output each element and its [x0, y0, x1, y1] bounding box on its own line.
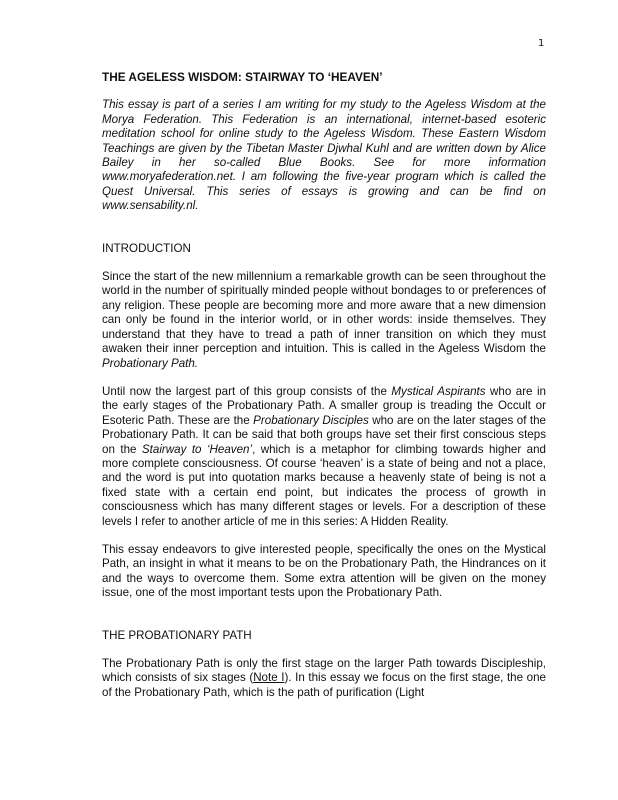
emphasis-text: Mystical Aspirants: [391, 384, 486, 398]
paragraph-probationary: [102, 657, 546, 700]
paragraph-text: Since the start of the new millennium a remarkable growth can be seen throughout the world in the number of spiritually minded people without bondages to or preferences of any religion. These people are becoming more and more aware that a new dimension can only be found in the interior world, or in other words: inside themselves. They understand that they have to tread a path of inner transition on which they must awaken their inner perception and intuition. This is called in the Ageless Wisdom the: [102, 270, 546, 356]
emphasis-text: Stairway to ‘Heaven’: [141, 442, 253, 456]
emphasis-text: Probationary Path.: [102, 356, 199, 370]
section-heading-introduction: INTRODUCTION: [102, 241, 191, 255]
document-body: [102, 70, 546, 714]
paragraph-groups: [102, 385, 546, 529]
section-heading-probationary-path: THE PROBATIONARY PATH: [102, 628, 252, 642]
emphasis-text: Probationary Disciples: [253, 413, 369, 427]
paragraph-text: ). In this essay we focus on the first stage, the one of the Probationary Path, which is the path of purification (Light: [102, 671, 546, 699]
paragraph-text: who are in the early stages of the Probationary Path. A smaller group is treading the Occult or Esoteric Path. These are the: [102, 384, 546, 427]
paragraph-millennium: [102, 270, 546, 371]
paragraph-endeavor: This essay endeavors to give interested people, specifically the ones on the Mystical Path, an insight in what it means to be on the Probationary Path, the Hindrances on it and the ways to overcome them. Some extra attention will be given on the money issue, one of the most important tests upon the Probationary Path.: [102, 542, 546, 600]
intro-paragraph: This essay is part of a series I am writing for my study to the Ageless Wisdom at the Morya Federation. This Federation is an international, internet-based esoteric meditation school for online study to the Ageless Wisdom. These Eastern Wisdom Teachings are given by the Tibetan Master Djwhal Kuhl and are written down by Alice Bailey in her so-called Blue Books. See for more information www.moryafederation.net. I am following the five-year program which is called the Quest Universal. This series of essays is growing and can be find on www.sensability.nl.: [102, 98, 546, 213]
paragraph-text: The Probationary Path is only the first stage on the larger Path towards Discipleship, which consists of six stages (: [102, 657, 546, 685]
paragraph-text: who are on the later stages of the Probationary Path. It can be said that both groups have set their first conscious steps on the: [102, 413, 546, 456]
note-link[interactable]: Note I: [253, 671, 285, 685]
document-title: THE AGELESS WISDOM: STAIRWAY TO ‘HEAVEN’: [102, 70, 383, 84]
paragraph-text: Until now the largest part of this group consists of the: [102, 384, 392, 398]
page-number: 1: [538, 38, 545, 49]
paragraph-text: , which is a metaphor for climbing towards higher and more complete consciousness. Of course ‘heaven’ is a state of being and not a place, and the word is put into quotation marks because a heavenly state of being is not a fixed state with a certain end point, but indicates the process of growth in consciousness which has many different stages or levels. For a description of these levels I refer to another article of me in this series: A Hidden Reality.: [102, 442, 546, 528]
